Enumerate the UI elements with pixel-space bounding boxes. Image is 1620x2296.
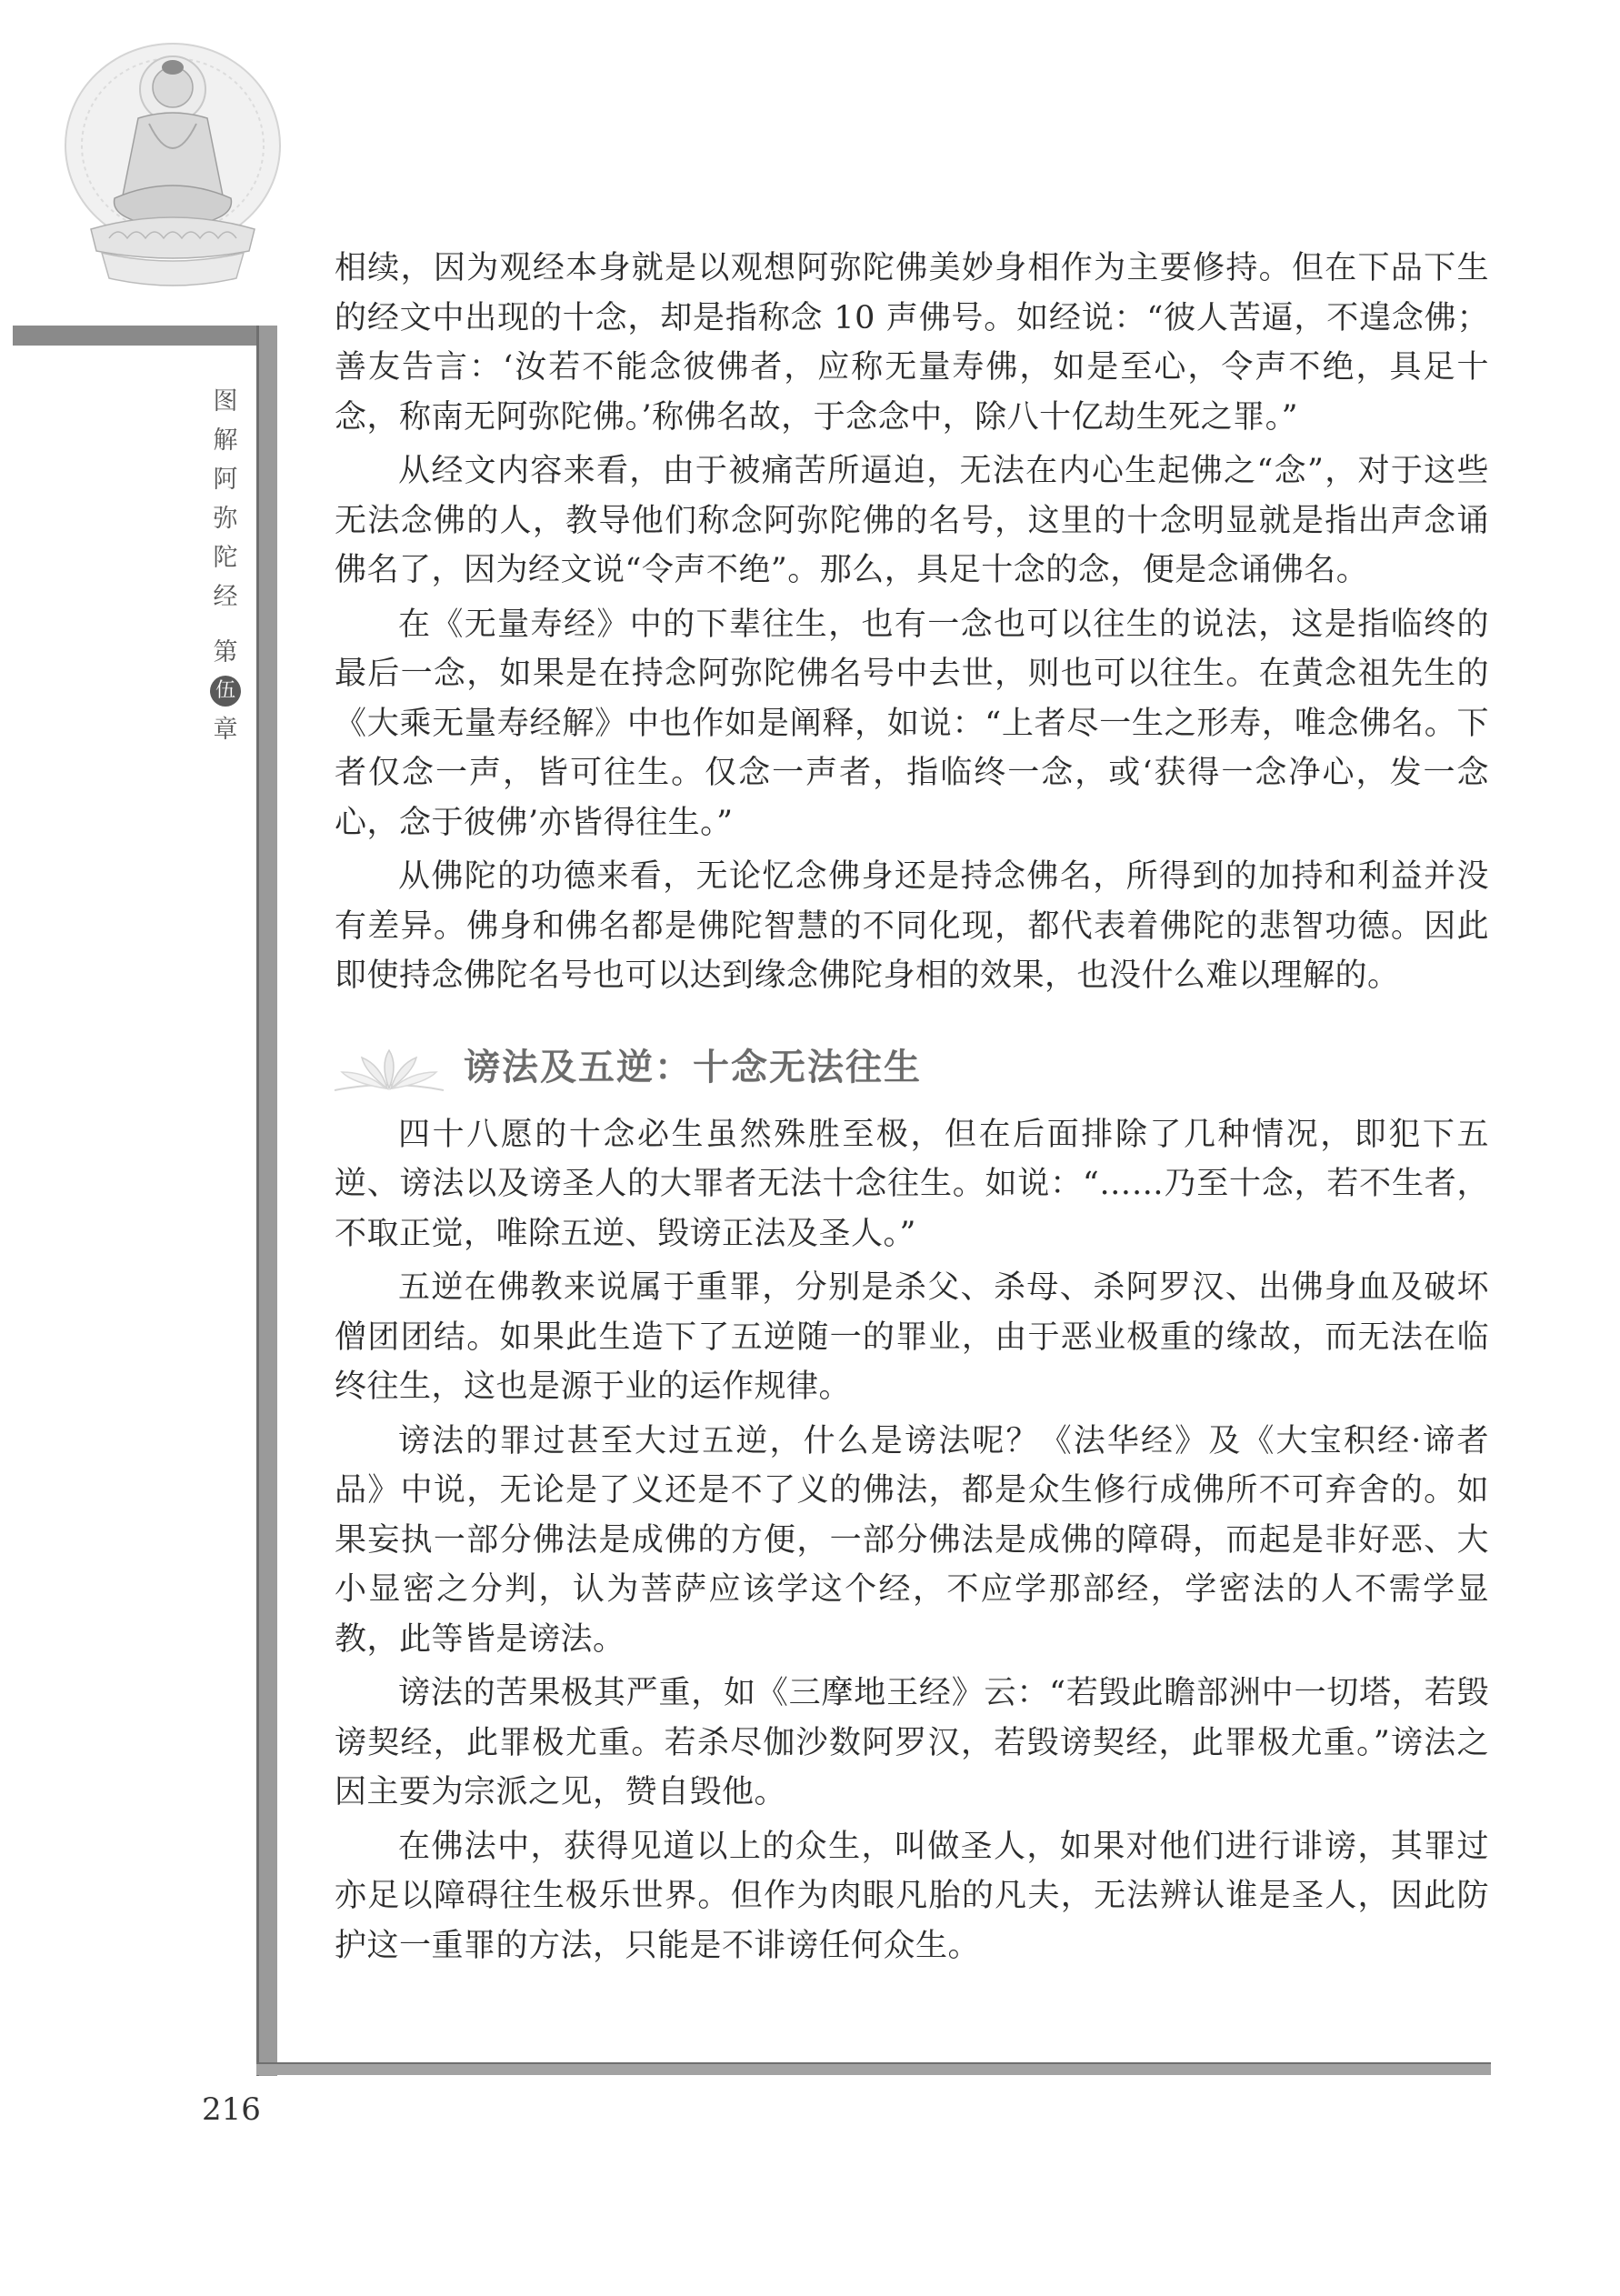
running-head-char: 弥	[213, 505, 238, 533]
lotus-icon	[325, 1045, 453, 1099]
header-bar	[13, 326, 256, 346]
body-text	[335, 244, 1489, 1975]
chapter-suffix: 章	[213, 716, 238, 744]
running-head-char: 解	[213, 426, 238, 455]
paragraph: 在《无量寿经》中的下辈往生，也有一念也可以往生的说法，这是指临终的最后一念，如果是在持念阿弥陀佛名号中去世，则也可以往生。在黄念祖先生的《大乘无量寿经解》中也作如是阐释，如说：“上者尽一生之形寿，唯念佛名。下者仅念一声，皆可往生。仅念一声者，指临终一念，或‘获得一念净心，发一念心，念于彼佛’亦皆得往生。”	[335, 606, 1489, 841]
paragraph: 四十八愿的十念必生虽然殊胜至极，但在后面排除了几种情况，即犯下五逆、谤法以及谤圣人的大罪者无法十念往生。如说：“……乃至十念，若不生者，不取正觉，唯除五逆、毁谤正法及圣人。”	[335, 1116, 1489, 1252]
paragraph: 从经文内容来看，由于被痛苦所逼迫，无法在内心生起佛之“念”，对于这些无法念佛的人，教导他们称念阿弥陀佛的名号，这里的十念明显就是指出声念诵佛名了，因为经文说“令声不绝”。那么，具足十念的念，便是念诵佛名。	[335, 453, 1489, 588]
paragraph: 谤法的罪过甚至大过五逆，什么是谤法呢？《法华经》及《大宝积经·谛者品》中说，无论是了义还是不了义的佛法，都是众生修行成佛所不可弃舍的。如果妄执一部分佛法是成佛的方便，一部分佛法是成佛的障碍，而起是非好恶、大小显密之分判，认为菩萨应该学这个经，不应学那部经，学密法的人不需学显教，此等皆是谤法。	[335, 1422, 1489, 1658]
section-title: 谤法及五逆：十念无法往生	[464, 1046, 922, 1088]
paragraph: 在佛法中，获得见道以上的众生，叫做圣人，如果对他们进行诽谤，其罪过亦足以障碍往生极乐世界。但作为肉眼凡胎的凡夫，无法辨认谁是圣人，因此防护这一重罪的方法，只能是不诽谤任何众生。	[335, 1828, 1489, 1964]
running-head-char: 图	[213, 387, 238, 416]
paragraph: 相续，因为观经本身就是以观想阿弥陀佛美妙身相作为主要修持。但在下品下生的经文中出现的十念，却是指称念 10 声佛号。如经说：“彼人苦逼，不遑念佛；善友告言：‘汝若不能念彼佛者，应称无量寿佛，如是至心，令声不绝，具足十念，称南无阿弥陀佛。’称佛名故，于念念中，除八十亿劫生死之罪。”	[335, 250, 1489, 436]
buddha-illustration	[55, 36, 291, 309]
footer-rule	[256, 2062, 1491, 2075]
running-head-char: 陀	[213, 544, 238, 572]
running-head	[207, 382, 244, 749]
running-head-char: 阿	[213, 466, 238, 494]
section-heading	[335, 1039, 1489, 1103]
chapter-prefix: 第	[213, 638, 238, 667]
sidebar-rule	[256, 326, 277, 2076]
page-number: 216	[202, 2091, 261, 2128]
chapter-number-badge: 伍	[210, 676, 241, 707]
paragraph: 谤法的苦果极其严重，如《三摩地王经》云：“若毁此瞻部洲中一切塔，若毁谤契经，此罪极尤重。若杀尽伽沙数阿罗汉，若毁谤契经，此罪极尤重。”谤法之因主要为宗派之见，赞自毁他。	[335, 1675, 1489, 1810]
paragraph: 五逆在佛教来说属于重罪，分别是杀父、杀母、杀阿罗汉、出佛身血及破坏僧团团结。如果此生造下了五逆随一的罪业，由于恶业极重的缘故，而无法在临终往生，这也是源于业的运作规律。	[335, 1269, 1489, 1405]
running-head-char: 经	[213, 583, 238, 611]
paragraph: 从佛陀的功德来看，无论忆念佛身还是持念佛名，所得到的加持和利益并没有差异。佛身和佛名都是佛陀智慧的不同化现，都代表着佛陀的悲智功德。因此即使持念佛陀名号也可以达到缘念佛陀身相的效果，也没什么难以理解的。	[335, 858, 1489, 994]
